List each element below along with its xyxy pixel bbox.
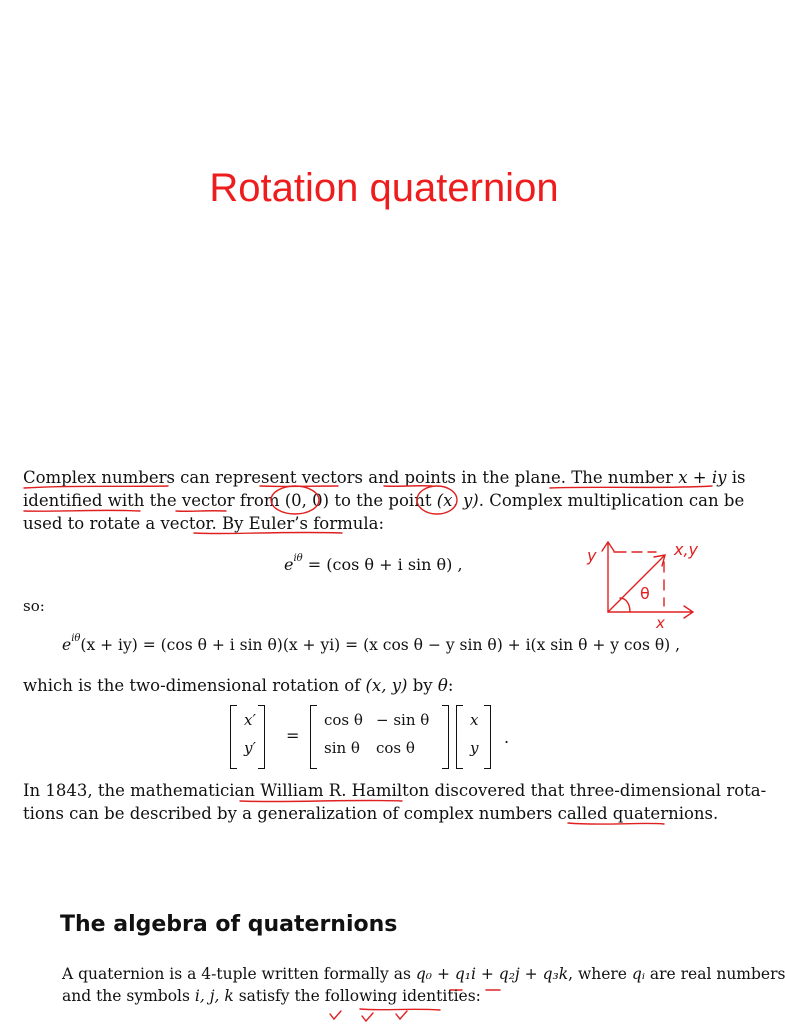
text-run: , where bbox=[568, 965, 632, 983]
matrix-cell: cos θ bbox=[324, 711, 363, 729]
math-exponent: iθ bbox=[71, 633, 81, 644]
matrix-cell: cos θ bbox=[376, 739, 415, 757]
underline-mark bbox=[24, 486, 168, 488]
math-inline: qᵢ bbox=[631, 965, 645, 983]
paragraph-line bbox=[62, 985, 481, 1008]
matrix-cell: sin θ bbox=[324, 739, 360, 757]
circle-mark bbox=[417, 486, 457, 514]
underline-mark bbox=[384, 486, 432, 487]
underline-mark bbox=[176, 511, 226, 512]
matrix-equals: = bbox=[286, 726, 300, 745]
math-inline: (x, y) bbox=[365, 676, 408, 695]
text-run: . Complex multiplication can be bbox=[478, 491, 745, 510]
text-run: is bbox=[726, 468, 746, 487]
math-exponent: iθ bbox=[293, 553, 303, 564]
underline-mark bbox=[550, 486, 712, 488]
matrix-cell: − sin θ bbox=[376, 711, 430, 729]
text-run: identified with the vector from bbox=[23, 491, 285, 510]
underline-mark bbox=[240, 800, 402, 801]
y-axis-arrow bbox=[602, 542, 614, 612]
angle-arc bbox=[620, 598, 630, 612]
matrix-cell: x bbox=[470, 711, 479, 729]
text-run: A quaternion is a 4-tuple written formally as bbox=[62, 965, 416, 983]
annotation-y-label: y bbox=[587, 546, 597, 565]
math-inline: (0, 0) bbox=[284, 491, 330, 510]
annotation-x-label: x bbox=[656, 614, 665, 632]
math-inline: q₀ + q₁i + q₂j + q₃k bbox=[415, 965, 569, 983]
vector-arrow bbox=[608, 555, 665, 612]
math-inline: θ bbox=[437, 676, 448, 695]
paragraph-line: used to rotate a vector. By Euler’s formula: bbox=[23, 514, 385, 533]
check-mark bbox=[362, 1013, 373, 1021]
underline-mark bbox=[360, 1009, 440, 1010]
math-base: e bbox=[284, 555, 294, 574]
math-inline: x + iy bbox=[678, 468, 727, 487]
text-run: Complex numbers can represent vectors and points in the plane. The number bbox=[23, 468, 679, 487]
slide-title: Rotation quaternion bbox=[209, 166, 559, 210]
matrix-cell: x′ bbox=[244, 711, 256, 729]
text-run: by bbox=[407, 676, 438, 695]
check-mark bbox=[330, 1011, 341, 1019]
paragraph-line: In 1843, the mathematician William R. Hamilton discovered that three-dimensional rota- bbox=[23, 781, 767, 800]
underline-mark bbox=[194, 532, 342, 533]
x-axis-arrow bbox=[608, 606, 693, 618]
check-mark bbox=[396, 1011, 407, 1019]
matrix-period: . bbox=[504, 728, 510, 747]
text-run: satisfy the following identities: bbox=[233, 987, 481, 1005]
matrix-cell: y bbox=[470, 739, 479, 757]
circle-mark bbox=[271, 486, 319, 514]
math-base: e bbox=[62, 636, 72, 654]
underline-mark bbox=[568, 823, 664, 824]
math-rhs: = (cos θ + i sin θ) , bbox=[302, 555, 463, 574]
paragraph-line: tions can be described by a generalization of complex numbers called quaternions. bbox=[23, 804, 719, 823]
text-run: to the point bbox=[329, 491, 437, 510]
math-inline: i, j, k bbox=[194, 987, 234, 1005]
matrix-cell: y′ bbox=[244, 739, 256, 757]
section-title: The algebra of quaternions bbox=[60, 912, 398, 937]
text-run: are real numbers bbox=[644, 965, 785, 983]
math-inline: (x, y) bbox=[436, 491, 479, 510]
math-rhs: (x + iy) = (cos θ + i sin θ)(x + yi) = (x cos θ − y sin θ) + i(x sin θ + y cos θ) , bbox=[80, 636, 681, 654]
text-run: : bbox=[447, 676, 454, 695]
so-label: so: bbox=[23, 597, 45, 615]
paragraph-line bbox=[62, 963, 785, 986]
annotation-theta-label: θ bbox=[640, 584, 650, 603]
underline-mark bbox=[24, 510, 140, 511]
text-run: and the symbols bbox=[62, 987, 195, 1005]
annotation-point-label: x,y bbox=[674, 540, 699, 559]
text-run: which is the two-dimensional rotation of bbox=[23, 676, 366, 695]
